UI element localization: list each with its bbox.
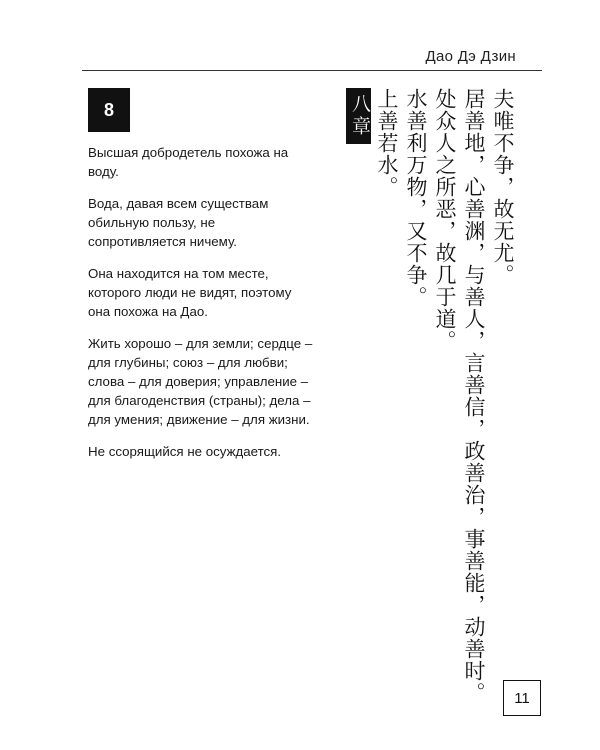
page-number: 11 [503,680,541,716]
ru-paragraph-2: Вода, давая всем существам обильную пользу, не сопротивляется ничему. [88,196,269,249]
russian-translation [88,143,313,474]
running-header-title: Дао Дэ Дзин [425,48,516,65]
cn-chapter-label: 八章 [346,88,371,144]
ru-paragraph-5: Не ссорящийся не осуждается. [88,444,282,459]
cn-column-3: 处众人之所恶，故几于道。 [433,88,457,352]
ru-paragraph-4: Жить хорошо – для земли; сердце – для глубины; союз – для любви; слова – для доверия; управление – для благоденствия (страны); дела – для умения; движение – для жизни. [88,336,313,427]
header-divider [82,70,542,71]
cn-column-1: 夫唯不争，故无尤。 [491,88,515,286]
chinese-original-text [344,88,516,708]
ru-paragraph-1: Высшая добродетель похожа на воду. [88,145,289,179]
cn-column-2: 居善地，心善渊，与善人，言善信，政善治，事善能，动善时。 [462,88,486,704]
ru-paragraph-3: Она находится на том месте, которого люди не видят, поэтому она похожа на Дао. [88,266,292,319]
cn-column-5: 上善若水。 [375,88,399,198]
cn-column-4: 水善利万物，又不争。 [404,88,428,308]
chapter-number-badge: 8 [88,88,130,132]
